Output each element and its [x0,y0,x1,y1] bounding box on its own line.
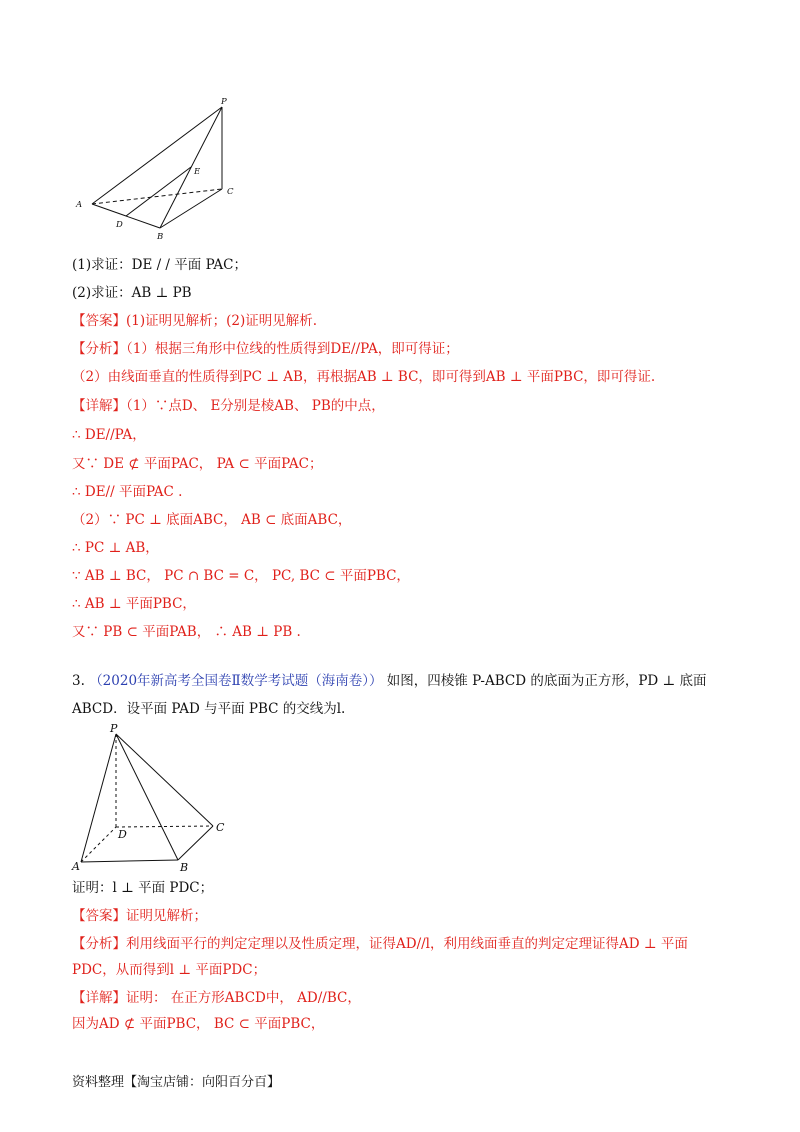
label-B: B [157,232,164,240]
q2-detail-line: 又∵ DE ⊄ 平面PAC， PA ⊂ 平面PAC； [72,456,323,472]
edge-BC [178,826,213,860]
q3-detail-1: 【详解】证明： 在正方形ABCD中， AD//BC， [72,990,361,1006]
q3-stem-line-2: ABCD．设平面 PAD 与平面 PBC 的交线为l. [72,701,346,717]
label-B: B [180,861,189,872]
q2-detail-line: 【详解】（1）∵点D、 E分别是棱AB、 PB的中点， [72,398,385,414]
q2-detail-line: ∵ AB ⊥ BC， PC ∩ BC = C， PC, BC ⊂ 平面PBC， [72,568,410,584]
edge-DC [116,826,213,827]
q3-stem-line-1 [72,672,707,690]
label-A: A [72,860,80,872]
figure-tetrahedron [70,95,245,240]
q3-answer: 【答案】证明见解析； [72,908,207,924]
q2-part2: (2)求证：AB ⊥ PB [72,285,192,301]
edge-PA [81,734,116,862]
q2-detail-line: ∴ AB ⊥ 平面PBC， [72,596,196,612]
q3-stem: 如图，四棱锥 P-ABCD 的底面为正方形，PD ⊥ 底面 [386,673,707,689]
label-C: C [227,187,234,197]
q3-number: 3. [72,673,85,689]
q3-prove: 证明：l ⊥ 平面 PDC； [72,880,214,896]
edge-PB [116,734,178,860]
q3-source: （2020年新高考全国卷Ⅱ数学考试题（海南卷）） [89,673,383,689]
label-P: P [221,97,227,107]
q3-analysis-2: PDC，从而得到l ⊥ 平面PDC； [72,962,267,978]
q2-detail-line: 又∵ PB ⊂ 平面PAB， ∴ AB ⊥ PB . [72,624,301,640]
q2-answer: 【答案】(1)证明见解析；(2)证明见解析. [72,313,318,329]
label-E: E [194,167,201,177]
q2-detail-line: ∴ DE//PA， [72,427,146,443]
edge-PC [116,734,213,826]
q2-part1: (1)求证：DE / / 平面 PAC； [72,257,247,273]
q3-analysis-1: 【分析】利用线面平行的判定定理以及性质定理，证得AD//l，利用线面垂直的判定定理证得AD ⊥ 平面 [72,936,688,952]
label-D: D [118,828,127,841]
edge-AB [81,860,178,862]
label-C: C [216,821,225,834]
q2-detail-line: ∴ PC ⊥ AB， [72,540,159,556]
label-D: D [116,220,123,230]
q3-detail-2: 因为AD ⊄ 平面PBC， BC ⊂ 平面PBC， [72,1016,325,1032]
segment-DE [126,167,191,216]
label-P: P [110,722,118,735]
q2-detail-line: （2）∵ PC ⊥ 底面ABC， AB ⊂ 底面ABC， [72,512,352,528]
q2-detail-line: ∴ DE// 平面PAC . [72,484,183,500]
figure-pyramid [68,720,238,872]
edge-PA [92,107,222,204]
page-footer: 资料整理【淘宝店铺：向阳百分百】 [72,1075,281,1090]
q2-analysis-1: 【分析】（1）根据三角形中位线的性质得到DE//PA，即可得证； [72,341,459,357]
label-A: A [76,200,83,210]
q2-analysis-2: （2）由线面垂直的性质得到PC ⊥ AB，再根据AB ⊥ BC，即可得到AB ⊥ 平面PBC，即可得证. [72,369,656,385]
